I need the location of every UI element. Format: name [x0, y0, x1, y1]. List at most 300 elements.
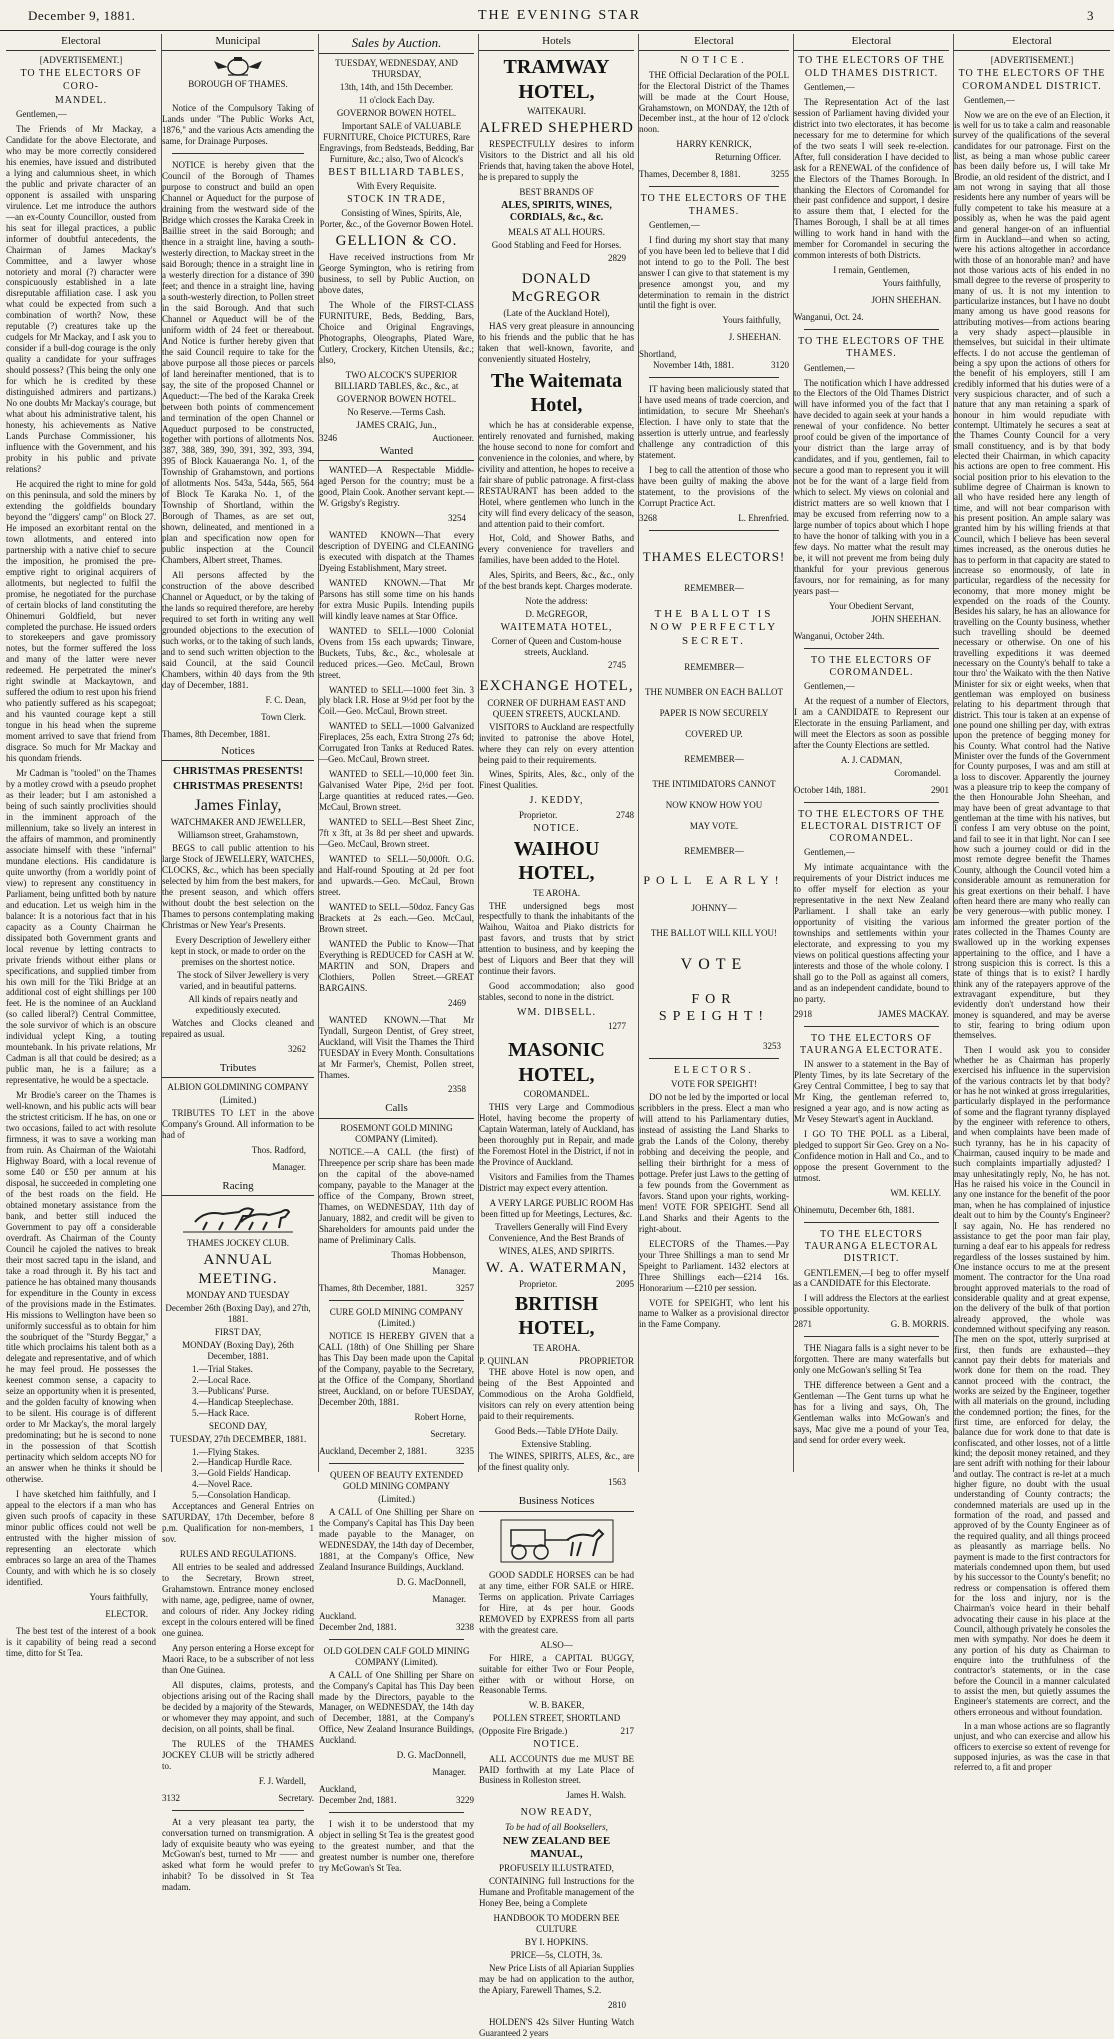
- signature-title: PROPRIETOR: [579, 1355, 634, 1366]
- business-paragraph: GOOD SADDLE HORSES can be had at any time, either FOR SALE or HIRE. Terms on application. Private Carriages for Hire, at 4s per hour. Goods REMOVED by EXPRESS from all parts with the greatest care.: [479, 1569, 634, 1635]
- section-heading: Electoral: [954, 34, 1110, 51]
- hotel-line: BEST BRANDS OF: [519, 187, 594, 198]
- wanted-ad: WANTED to SELL—1000 feet 3in. 3 ply black I.R. Hose at 9½d per foot by the Coil.—Geo. McCaul, Brown street.: [319, 684, 474, 717]
- company-name: OLD GOLDEN CALF GOLD MINING COMPANY (Limited).: [323, 1645, 470, 1667]
- company-limited: (Limited.): [219, 1095, 257, 1106]
- signature-row: [319, 1795, 474, 1806]
- electoral-paragraph: I beg to call the attention of those who have been guilty of making the above statement, to the provisions of the Corrupt Practice Act.: [639, 465, 789, 508]
- hotel-paragraph: Visitors and Families from the Thames District may expect every attention.: [479, 1171, 634, 1193]
- ad-paragraph: BEGS to call public attention to his large Stock of JEWELLERY, WATCHES, CLOCKS, &c., which has been specially selected by him from the best makers, for the present season, and which offers without doubt the best selection on the Thames to persons contemplating making Christmas or New Year's Presents.: [162, 843, 314, 931]
- letter-paragraph: Now we are on the eve of an Election, it is well for us to take a calm and reasonable survey of the qualifications of the several candidates for our patronage. First on the list, as being a man whose public career has been daily before us, I will take Mr Brodie, an old resident of the district, and I am not wrong in saying that all those residents here any number of years will be fully competent to take his measure at a possibly as, when he was the paid agent and general hanger-on of an influential firm in Auckland—and when so acting, were his actions altogether in accordance with those of an honorable man? and have not those various acts of his ended in no small degree to the reverse of prosperity to many of us. It is not my intention to particularize instances, but I have no doubt many among us have good reasons for attributing motives—from actions bearing a very shady aspect—plausible in themselves, but suicidal in their ultimate effects. I do not accuse the gentleman of being a spy upon the actions of others for the benefit of his employers, still I am credibly informed that his duties were of a very suspicious character, and of such a nature that any man retaining a spark of honour in him would repudiate with contempt. Ultimately he secures a seat at the Thames County Council for a very small constituency, and is by that body elected their Chairman, in which capacity his actions are open to free comment. His social position prior to his elevation to the sublime degree of Chairman is known to all who have resided here any length of time, and will not bear comparison with his present position. An ample salary was granted him by his willing friends at that Council, which I believe has been several times increased, as the onerous duties he has to perform in that capacity are stated to increase so enormously, of late in particular, regardless of the necessity for economy, that more money might be expended on the roads of the County. Besides his salary, he has an allowance for travelling on the County business, whether such travelling should be deemed necessary or otherwise. On one of his travelling expeditions it was deemed necessary on the County's behalf to take a tour thro' the Waikato with the then Native Minister for six or eight weeks, when that gentleman was employed on business relating to his department through that district. This tour is taken at an expense of one pound one shilling per day, with extras upon the pretence of begging money for his County. What control had the Native Minister over the funds of the Government for County purposes, I was and am still at a loss to discover. Apparently the journey was a pleasure trip to keep the company of the then Honourable John Sheehan, and may have been of great advantage to that gentleman at the time with his natives, but I confess I am very obtuse on the point, and fail to see it in that light. Nor can I see how such a journey could or did in the most remote degree benefit the Thames County, although the Council voted him a considerable amount as remuneration for his great exertions on their behalf. I have often heard there are many who really can be very generous—with public money. I am informed the greater portion of the rates collected in the Thames County are swallowed up in the working expenses appertaining to the office, and I have a strong suspicion this is correct. Is this a state of things that is to exist? I hardly think any of the ratepayers approve of the extravagant expenditure, but they evidently don't understand how their money is squandered, and may be averse to stir, fearing to bring odium upon themselves.: [954, 109, 1110, 1041]
- race-item: 3.—Publicans' Purse.: [192, 1385, 269, 1396]
- filler-paragraph: THE Niagara falls is a sight never to be forgotten. There are many waterfalls but only one McGowan's selling St Tea: [794, 1343, 949, 1376]
- letter-title: TO THE ELECTORS OF THE ELECTORAL DISTRICT OF COROMANDEL.: [798, 808, 945, 845]
- notice-date: December 2nd, 1881.: [319, 1795, 397, 1806]
- meeting-title: ANNUAL MEETING.: [198, 1252, 278, 1287]
- ad-number: 3229: [456, 1795, 474, 1806]
- electoral-paragraph: The Representation Act of the last session of Parliament having divided your district into two electorates, it has become necessary for me to determine for which of the two seats I will seek re-election. After, full consideration I have decided to ask for a RENEWAL of the confidence of the Electors of the Thames Borough. In thanking the Electors of Coromandel for their past confidence and support, I desire to assure them that, I elected for the Thames Borough, I shall be at all times willing to work hand in hand with the member for Coromandel in securing the common interests of both Districts.: [794, 96, 949, 261]
- sale-time: 11 o'clock Each Day.: [358, 94, 435, 105]
- business-address-note: (Opposite Fire Brigade.): [479, 1726, 568, 1737]
- book-price: PRICE—5s, CLOTH, 3s.: [510, 1950, 603, 1961]
- hotel-line: ALES, SPIRITS, WINES, CORDIALS, &c., &c.: [501, 200, 612, 224]
- call-notice: A CALL of One Shilling per Share on the Company's Capital has This Day been made payable to the Manager, on WEDNESDAY, the 14th day of December, 1881, at the Company's Office, New Zealand Insurance Buildings, Auckland.: [319, 1506, 474, 1572]
- auctioneer-firm: GELLION & CO.: [335, 232, 458, 249]
- salutation: Gentlemen,—: [804, 362, 855, 373]
- salutation: Gentlemen,—: [964, 94, 1015, 105]
- column-1: [6, 34, 156, 1658]
- signature-row: [639, 169, 789, 180]
- ad-paragraph: Watches and Clocks cleaned and repaired as usual.: [162, 1017, 314, 1039]
- hotel-location: CORNER OF DURHAM EAST AND QUEEN STREETS, AUCKLAND.: [487, 697, 626, 719]
- signature-row: [639, 360, 789, 371]
- signature-row: [794, 1009, 949, 1020]
- wanted-ad: WANTED—A Respectable Middle-aged Person for the country; must be a good, Plain Cook. Another servant kept.—W. Grigsby's Registry.: [319, 465, 474, 508]
- race-item: 4.—Novel Race.: [192, 1479, 253, 1490]
- ad-number: 3257: [456, 1283, 474, 1294]
- call-notice: NOTICE IS HEREBY GIVEN that a CALL (18th) of One Shilling per Share has This Day been made upon the Capital of the Company, payable to the Secretary, at the Office of the Company, Shortland street, Auckland, on or before TUESDAY, December 20th, 1881.: [319, 1331, 474, 1408]
- day-heading: FIRST DAY,: [214, 1326, 262, 1337]
- business-paragraph: HOLDEN'S 42s Silver Hunting Watch Guaranteed 2 years: [479, 2017, 634, 2038]
- proprietor-note: (Late of the Auckland Hotel),: [503, 308, 610, 319]
- hotel-location: TE AROHA.: [533, 887, 580, 898]
- ad-number: 3253: [763, 1040, 781, 1051]
- filler-paragraph: At a very pleasant tea party, the conversation turned on transmigration. A lady of exquisite beauty who was eyeing McGowan's best, turned to Mr —— and asked what form he would prefer to inhabit? To be dissolved in St Tea madam.: [162, 1816, 314, 1893]
- column-7: [953, 34, 1111, 1773]
- sale-paragraph: The Whole of the FIRST-CLASS FURNITURE, Beds, Bedding, Bars, Choice and Original Engravings, Photographs, Oleographs, Plated Ware, Cutlery, Crockery, Kitchen Utensils, &c.; also,: [319, 300, 474, 365]
- hotel-location: WAITEKAURI.: [527, 106, 586, 117]
- filler-paragraph: THE difference between a Gent and a Gentleman —The Gent turns up what he has for a living and says, Oh, The Gentleman walks into McGowan's and says, Mac give me a pound of your Tea, and send for order every week.: [794, 1380, 949, 1446]
- letter-paragraph: I have sketched him faithfully, and I appeal to the electors if a man who has given such proofs of capacity in these minor public offices could not well be entrusted with the higher mission of representing an electorate which embraces so large an area of the Thames County, and with which he is so closely identified.: [6, 1489, 156, 1587]
- notice-heading: NOTICE.: [680, 55, 748, 67]
- ad-number: 3262: [288, 1043, 306, 1054]
- race-paragraph: Any person entering a Horse except for Maori Race, to be a subscriber of not less than One Guinea.: [162, 1642, 314, 1675]
- notice-date: Thames, December 8, 1881.: [639, 169, 741, 180]
- sale-dates: TUESDAY, WEDNESDAY, AND THURSDAY,: [335, 57, 458, 79]
- notice-date: Thames, 8th December, 1881.: [162, 728, 271, 739]
- hotel-line: WINES, ALES, AND SPIRITS.: [498, 1245, 615, 1256]
- hotel-paragraph: Good accommodation; also good stables, second to none in the district.: [479, 981, 634, 1003]
- wanted-ad: WANTED to SELL—10,000 feet 3in. Galvanised Water Pipe, 2½d per foot. Large quantities at reduced rates.—Geo. McCaul, Brown street.: [319, 769, 474, 813]
- company-name: ALBION GOLDMINING COMPANY: [167, 1082, 309, 1093]
- section-heading: Calls: [319, 1101, 474, 1118]
- ad-number: 3238: [456, 1621, 474, 1632]
- electoral-paragraph: I find during my short stay that many of you have been led to believe that I did not intend to go to the Poll. The best answer I can give to that statement is my presence amongst you, and my determination to remain in the district until the fight is over.: [639, 234, 789, 311]
- letter-paragraph: Then I would ask you to consider whether he as Chairman has properly exercised his influence in the supervision of the various contracts let by that body? or has he not winked at gross irregularities, particularly displayed in the performance of some and the flagrant tyranny displayed by the engineer with reference to others, and when complaints have been made of such tyranny, has he in his capacity of Chairman, caused inquiry to be made and such complaints impartially adjusted? I may unhesitatingly reply, No, he has not. Has he raised his voice in the Council in any one instance for the benefit of the poor man, when he has complained of injustice dealt out to him by the County's Engineer? I say again, No. He has rendered no assistance to get the poor man fair play, turning a deaf ear to his appeals for redress regardless of the losses sustained by him. One instance occurs to me at the present moment. The contractor for the Una road brought approved materials to the road of considerable quality and at great expense, on the delivery of the bulk of that portion already approved, the whole was condemned without specifying any reason. The men on the spot, utterly surprised at first, then funds are exhausted—they cannot pay their debts for materials and work done for them on the road. They cannot proceed with the contract, the works are seized by the Engineer, together with all materials on the ground, including the condemned portion; the fines, for the first time, are enforced for delay, the balance due for work done to that date is confiscated, and other losses, not of a little kind; the deposit money retained, and they are sent adrift with nothing for their labour and outlay. The contract is re-let at a much higher figure, no doubt with the usual understanding of County contracts; the condemned materials are used up in the formation of the road, and passed and approved of by the County Engineer as of the required quality, and all things proceed as pleasantly as marriage bells. No payment is made to the first contractors for materials condemned upon them, but used by his successor to the County's benefit; no redress or compensation is offered them for the loss and injury, nor is the Chairman's voice heard in their behalf advocating their cause in his place at the Council, although privately he consoles the men with sympathy. Nor does he deem it any portion of his duty as Chairman to enquire into the truthfulness of the contractor's statements, or in the case before the Council in a manner calculated to assist the men, but quietly assumes the Engineer's statements are correct, and the others erroneous and without foundation.: [954, 1044, 1110, 1717]
- letter-title: TO THE ELECTORS OF THE COROMANDEL DISTRICT.: [958, 68, 1106, 92]
- section-heading: Electoral: [6, 34, 156, 51]
- electoral-paragraph: THE Official Declaration of the POLL for the Electoral District of the Thames will be made at the Court House, Grahamstown, on MONDAY, the 12th of December inst., at the hour of 12 o'clock noon.: [639, 69, 789, 135]
- hotel-line: Note the address:: [525, 596, 588, 607]
- poster-headline: THAMES ELECTORS!: [642, 548, 786, 564]
- section-heading: Notices: [162, 744, 314, 761]
- advertiser-address: Williamson street, Grahamstown,: [177, 830, 299, 841]
- letter-title: TO THE ELECTORS OF TAURANGA ELECTORATE.: [800, 1032, 943, 1057]
- address-row: [479, 1726, 634, 1737]
- section-heading: Wanted: [319, 444, 474, 461]
- sale-item-sub: With Every Requisite.: [356, 180, 437, 191]
- hotel-paragraph: VISITORS to Auckland are respectfully invited to patronise the above Hotel, where they can rely on every attention being paid to their requirements.: [479, 721, 634, 765]
- electoral-paragraph: My intimate acquaintance with the requirements of your District induces me to offer myself for election as your representative in the next New Zealand Parliament. I shall take an early opportunity of visiting the various townships and settlements within your electorate, and expressing to you my views on political questions affecting your interests and those of the whole colony. I shall go to the Poll as against all comers, and as an independent candidate, bound to no party.: [794, 862, 949, 1005]
- ad-number: 2095: [616, 1279, 634, 1290]
- signature-title: Secretary.: [430, 1429, 466, 1440]
- day-heading: SECOND DAY,: [208, 1420, 268, 1431]
- column-6: [793, 34, 949, 1472]
- book-notice-heading: NOW READY,: [520, 1807, 593, 1819]
- proprietor-name: DONALD McGREGOR: [511, 270, 602, 305]
- signature: James H. Walsh.: [566, 1790, 626, 1801]
- letter-title: TO THE ELECTORS OF THE THAMES.: [798, 336, 945, 360]
- notice-heading: NOTICE.: [533, 1739, 580, 1751]
- poster-line: THE INTIMIDATORS CANNOT: [652, 778, 776, 789]
- ad-number: 2748: [616, 809, 634, 820]
- signature-row: [319, 1446, 474, 1457]
- hotel-paragraph: THE undersigned begs most respectfully to thank the inhabitants of the Waihou, Waitoa and Piako districts for past favors, and trusts that by strict attention to business, and by keeping the best of Liquors and Beer that they will continue their favors.: [479, 900, 634, 977]
- signature: Thomas Hobbenson,: [391, 1249, 466, 1260]
- business-paragraph: For HIRE, a CAPITAL BUGGY, suitable for either Two or Four People, either with or without Horse, on Reasonable Terms.: [479, 1652, 634, 1696]
- race-item: 3.—Gold Fields' Handicap.: [192, 1468, 291, 1479]
- salutation: Gentlemen,—: [804, 847, 855, 858]
- hotel-paragraph: Ales, Spirits, and Beers, &c., &c., only of the best brands kept. Charges moderate.: [479, 570, 634, 592]
- proprietor-name: P. QUINLAN: [479, 1355, 529, 1366]
- company-name: CURE GOLD MINING COMPANY (Limited.): [329, 1307, 464, 1329]
- section-heading: Hotels: [479, 34, 634, 51]
- signature: L. Ehrenfried.: [738, 512, 789, 523]
- closing: Yours faithfully,: [722, 315, 781, 326]
- signature-title: Proprietor.: [519, 1279, 558, 1290]
- rules-heading: RULES AND REGULATIONS.: [179, 1549, 297, 1560]
- hotel-name: The Waitemata Hotel,: [490, 370, 623, 417]
- proprietor-name: W. A. WATERMAN,: [485, 1259, 628, 1276]
- notice-date: Auckland, December 2, 1881.: [319, 1446, 427, 1457]
- hotel-location: COROMANDEL.: [523, 1089, 590, 1100]
- signature-row: [794, 1319, 949, 1330]
- poster-line: MAY VOTE.: [689, 820, 739, 831]
- day-date: MONDAY (Boxing Day), 26th December, 1881.: [182, 1339, 294, 1361]
- poster-line: REMEMBER—: [684, 753, 744, 764]
- book-paragraph: CONTAINING full Instructions for the Humane and Profitable management of the Honey Bee, being a Complete: [479, 1876, 634, 1909]
- section-heading: Racing: [162, 1179, 314, 1196]
- ad-number: 2829: [608, 252, 626, 263]
- notice-date: Ohinemutu, December 6th, 1881.: [794, 1204, 915, 1215]
- poster-line: VOTE: [680, 956, 748, 974]
- section-heading: Electoral: [794, 34, 949, 51]
- company-name: ROSEMONT GOLD MINING COMPANY (Limited).: [340, 1122, 453, 1144]
- business-address: POLLEN STREET, SHORTLAND: [492, 1713, 621, 1724]
- horse-and-carriage-icon: [497, 1516, 617, 1566]
- closing: Your Obedient Servant,: [829, 600, 914, 611]
- hotel-line: Extensive Stabling.: [521, 1438, 592, 1449]
- letter-title: TO THE ELECTORS OF CORO-: [20, 68, 142, 92]
- advertiser-trade: WATCHMAKER AND JEWELLER,: [170, 817, 306, 828]
- wanted-ad: WANTED to SELL—50doz. Fancy Gas Brackets at 2s each.—Geo. McCaul, Brown street.: [319, 901, 474, 934]
- race-item: 4.—Handicap Steeplechase.: [192, 1396, 294, 1407]
- letter-paragraph: He acquired the right to mine for gold on this peninsula, and sold the miners by extending the goldfields boundary beyond the "diggers' camp" on Block 27. He imposed an exorbitant rental on the town allotments, and entered into partnership with a native chief to secure the imposition, he promised the pre-emptive right to original acquirers of allotments, but neglected to fulfil the promise, he negotiated for the purchase of certain blocks of land constituting the Ohinemuri Goldfield, but never completed the purchase. He issued orders to storekeepers and gave promissory notes, but the former suffered the loss and many of the latter were never redeemed. He perpetrated the miner's right swindle at Mackaytown, and suffered the odium to rest upon his friend who patiently suffered as his scapegoat; and his vaunted courage kept a still tongue in his head when the supreme moment arrived to save that friend from disgrace. So much for Mr Mackay and his quondam friends.: [6, 478, 156, 764]
- signature: Robert Horne,: [414, 1412, 466, 1423]
- hotel-name: TRAMWAY HOTEL,: [503, 56, 610, 103]
- notice-date: November 14th, 1881.: [653, 360, 734, 371]
- ad-number: 2901: [931, 784, 949, 795]
- race-paragraph: All disputes, claims, protests, and objections arising out of the Racing shall be decided by a majority of the Stewards, or whomever they may appoint, and such decision, on all points, shall be final.: [162, 1679, 314, 1734]
- notice-date: October 14th, 1881.: [794, 784, 866, 795]
- column-5: [638, 34, 789, 1472]
- column-4: [478, 34, 634, 2038]
- poster-line: REMEMBER—: [684, 661, 744, 672]
- section-heading: Electoral: [639, 34, 789, 51]
- ad-paragraph: All kinds of repairs neatly and expeditiously executed.: [188, 993, 298, 1015]
- sale-paragraph: Important SALE of VALUABLE FURNITURE, Choice PICTURES, Rare Engravings, from Bedsteads, Bedding, Bar Furniture, &c.; also, Two of Alcock's: [319, 120, 474, 164]
- letter-title: TO THE ELECTORS OF THE OLD THAMES DISTRICT.: [798, 55, 945, 79]
- ad-number: 3268: [639, 512, 657, 523]
- section-heading: Sales by Auction.: [319, 34, 474, 54]
- wanted-ad: WANTED to SELL—1000 Colonial Ovens from 15s each upwards; Tinware, Buckets, Tubs, &c., &c., wholesale at reduced prices.—Geo. McCaul, Brown street.: [319, 625, 474, 680]
- signature-row: [479, 1279, 634, 1290]
- wanted-ad: WANTED KNOWN.—That Mr Parsons has still some time on his hands for extra Music Pupils. Intending pupils will kindly leave names at Star Office.: [319, 577, 474, 621]
- sale-item-heading: BEST BILLIARD TABLES,: [328, 166, 465, 178]
- call-notice: A CALL of One Shilling per Share on the Company's Capital has This Day been made by the Directors, payable to the Manager, on WEDNESDAY, the 14th day of December, 1881, at the Company's Office, New Zealand Insurance Buildings, Auckland.: [319, 1669, 474, 1746]
- letter-title: TO THE ELECTORS TAURANGA ELECTORAL DISTRICT.: [804, 1228, 939, 1265]
- notice-date: December 2nd, 1881.: [319, 1621, 397, 1632]
- masthead: [0, 0, 1114, 31]
- race-item: 5.—Hack Race.: [192, 1407, 250, 1418]
- ad-number: 2745: [608, 660, 626, 671]
- poster-line: REMEMBER—: [684, 582, 744, 593]
- ad-number: 3132: [162, 1792, 180, 1803]
- poster-line: POLL EARLY!: [643, 872, 785, 887]
- business-paragraph: ALL ACCOUNTS due me MUST BE PAID forthwith at my Late Place of Business in Rolleston street.: [479, 1753, 634, 1786]
- ad-headline: CHRISTMAS PRESENTS!: [173, 780, 303, 793]
- notice-date: Wanganui, October 24th.: [794, 630, 885, 641]
- signature-row: [639, 513, 789, 524]
- signature-title: Manager.: [432, 1767, 466, 1778]
- poster-line: NOW KNOW HOW YOU: [665, 799, 763, 810]
- call-notice: NOTICE.—A CALL (the first) of Threepence per scrip share has been made on the capital of the above-named company, payable to the Manager at the office of the Company, Brown street, Thames, on WEDNESDAY, 11th day of January, 1882, and credit will be given to Shareholders for amounts paid under the name of Preliminary Calls.: [319, 1146, 474, 1245]
- race-paragraph: All entries to be sealed and addressed to the Secretary, Brown street, Grahamstown. Entrance money enclosed with name, age, pedigree, name of owner, and colours of rider. Any Jockey riding except in the colours entered will be fined one guinea.: [162, 1562, 314, 1639]
- hotel-location: TE AROHA.: [533, 1342, 580, 1353]
- sale-paragraph: Have received instructions from Mr George Symington, who is retiring from business, to sell by Public Auction, on above dates,: [319, 252, 474, 296]
- ad-paragraph: Every Description of Jewellery either kept in stock, or made to order on the premises on the shortest notice.: [170, 935, 311, 968]
- company-name: QUEEN OF BEAUTY EXTENDED GOLD MINING COMPANY: [330, 1470, 463, 1491]
- wanted-ad: WANTED KNOWN.—That Mr Tyndall, Surgeon Dentist, of Grey street, Auckland, will Visit the Thames the Third TUESDAY in Every Month. Consultations at Mr Farmer's, Chemist, Pollen street, Thames.: [319, 1014, 474, 1080]
- hotel-name: MASONIC HOTEL,: [508, 1039, 605, 1086]
- advertiser-name: James Finlay,: [194, 796, 282, 814]
- sale-venue: GOVERNOR BOWEN HOTEL.: [336, 107, 457, 118]
- page-number: 3: [1087, 8, 1094, 23]
- hotel-line: Good Stabling and Feed for Horses.: [491, 239, 622, 250]
- newspaper-title: THE EVENING STAR: [478, 8, 642, 23]
- electoral-paragraph: DO not be led by the imported or local scribblers in the press. Elect a man who will attend to his Parliamentary duties, instead of assisting the Land Sharks to grab the Lands of the Colony, thereby robbing and deceiving the people, and selling their birthright for a mess of pottage. Prefer just Laws to the getting of a few pounds from the Government as favors. Stand upon your rights, working-men! VOTE FOR SPEIGHT. Send all Land Sharks and their Agents to the right-about.: [639, 1092, 789, 1234]
- hotel-paragraph: THE above Hotel is now open, and being of the Best Appointed and Commodious on the Aroha Goldfield, visitors can rely on every attention being paid to their requirements.: [479, 1366, 634, 1421]
- notice-paragraph: Notice of the Compulsory Taking of Lands under "The Public Works Act, 1876," and the various Acts amending the same, for Drainage Purposes.: [162, 103, 314, 147]
- electoral-paragraph: I GO TO THE POLL as a Liberal, pledged to support Sir Geo. Grey on a No-Confidence motion in Hall and Co., and to oppose the present Government to the utmost.: [794, 1129, 949, 1184]
- coat-of-arms-icon: [208, 55, 268, 77]
- hotel-line: Good Beds.—Table D'Hote Daily.: [494, 1425, 619, 1436]
- hotel-paragraph: which he has at considerable expense, entirely renovated and furnished, making the house second to none for comfort and convenience in the colonies, and where, by civility and attention, he hopes to receive a fair share of public patronage. A first-class RESTAURANT has been added to the Hotel, where gentlemen who lunch in the city will find every delicacy of the season, and attention paid to their comfort.: [479, 419, 634, 529]
- racehorse-icon: [183, 1200, 293, 1234]
- letter-paragraph: Mr Cadman is "tooled" on the Thames by a motley crowd with a pseudo prophet as their leader; but I am astonished a being of such saintly proclivities should in the imminent approach of the millennium, take so lively an interest in the affairs of mammon, and prominently associate himself with these "infernal" mundane elections. His candidature is quite unworthy (from a worldly point of view) to represent any constituency in Parliament, being unfitted both by nature and education. Let us weigh him in the balance: It is a notorious fact that in his capacity as a County Chairman he dissipated both Government grants and local revenue by letting contracts to private friends without either plans or specifications, and supplied timber from his own mill for the Tiki Bridge at an additional cost of eight shillings per 100 feet. He is the nominee of an Auckland (so called liberal?) Central Committee, the sole survivor of which is an obscure individual yclept King, a touting mountebank. In his private relations, Mr Cadman is all that could be desired; as a public man, he is a failure; as a representative, he would be a spectacle.: [6, 768, 156, 1086]
- proprietor-row: [479, 1356, 634, 1367]
- signature: WM. KELLY.: [890, 1188, 941, 1198]
- salutation: Gentlemen,—: [16, 108, 67, 119]
- ad-number: 3254: [448, 512, 466, 523]
- ad-number: 1563: [608, 1477, 626, 1488]
- meeting-dates: December 26th (Boxing Day), and 27th, 1881.: [165, 1302, 311, 1324]
- section-heading: Tributes: [162, 1061, 314, 1078]
- race-list: [162, 1447, 314, 1502]
- signature-title: Auctioneer.: [432, 432, 474, 443]
- proprietor-name: WM. DIBSELL.: [517, 1007, 596, 1019]
- signature-title: Secretary.: [278, 1792, 314, 1803]
- salutation: Gentlemen,—: [804, 81, 855, 92]
- ad-number: 1277: [608, 1021, 626, 1032]
- column-3: [318, 34, 474, 1874]
- electoral-paragraph: VOTE for SPEIGHT, who lent his name to Walker as a provisional director in the Fame Company.: [639, 1297, 789, 1330]
- signature: F. J. Wardell,: [258, 1775, 306, 1786]
- business-line: ALSO—: [540, 1639, 573, 1650]
- poster-line: PAPER IS NOW SECURELY: [659, 707, 769, 718]
- ad-number: 2871: [794, 1319, 812, 1330]
- signature: JOHN SHEEHAN.: [871, 613, 941, 624]
- day-date: TUESDAY, 27th DECEMBER, 1881.: [169, 1433, 307, 1444]
- hotel-paragraph: Travellers Generally will Find Every Convenience, And the Best Brands of: [488, 1221, 628, 1243]
- ad-number: 3235: [456, 1446, 474, 1457]
- closing: I remain, Gentlemen,: [833, 265, 910, 276]
- club-name: THAMES JOCKEY CLUB.: [187, 1238, 289, 1249]
- sale-paragraph: TWO ALCOCK'S SUPERIOR BILLIARD TABLES, &c., &c., at: [334, 369, 459, 391]
- signature: HARRY KENRICK,: [676, 139, 752, 150]
- section-heading: Municipal: [162, 34, 314, 51]
- wanted-ad: WANTED to SELL—1000 Galvanized Fireplaces, 25s each, Extra Strong 27s 6d; Corrugated Iron Tanks at Reduced Rates.—Geo. McCaul, Brown street.: [319, 721, 474, 765]
- race-paragraph: Acceptances and General Entries on SATURDAY, 17th December, before 8 p.m. Qualification for non-members, 1 sov.: [162, 1501, 314, 1545]
- hotel-name: WAIHOU HOTEL,: [513, 837, 600, 885]
- sale-terms: No Reserve.—Terms Cash.: [347, 406, 446, 417]
- hotel-name: WAITEMATA HOTEL,: [500, 622, 613, 634]
- ad-number: 2918: [794, 1009, 812, 1019]
- ad-number: 3120: [771, 360, 789, 371]
- wanted-ad: WANTED to SELL—50,000ft. O.G. and Half-round Spouting at 2d per foot and upwards.—Geo. McCaul, Brown street.: [319, 854, 474, 897]
- filler-paragraph: The best test of the interest of a book is it capability of being read a second time, ditto for St Tea.: [6, 1625, 156, 1658]
- ad-paragraph: The stock of Silver Jewellery is very varied, and in beautiful patterns.: [177, 969, 309, 991]
- signature: J. SHEEHAN.: [728, 332, 781, 343]
- race-item: 1.—Trial Stakes.: [192, 1363, 253, 1374]
- signature-title: Manager.: [432, 1593, 466, 1604]
- letter-paragraph: The Friends of Mr Mackay, a Candidate for the above Electorate, and who may be more correctly considered his enemies, have issued and distributed a lying and calumnious sheet, in which the public and private character of an opponent is assailed with unsparing virulence. Let me introduce the authors—an ex-County Councillor, ousted from his seat for illegal practices, a public informer of doubtful antecedents, the Chairman of James Mackay's Committee, and a lawyer whose notoriety and moral (?) character were conspicuously established in a late disreputable affiliation case. I ask you what could be expected from such a combination of worth? Now, these reputable (?) creatures take up the cudgels for Mr Mackay, and I ask you to consider if a bull-dog courage is the only quality a candidate for your suffrages should possess? (This being the only one for which he is credited by these distinguished admirers and partizans.) No one doubts Mr Mackay's courage, but what about his administrative talent, his honesty, his achievements as Native Lands Purchase Commissioner, his influence with the Government, and his probity in his public and private relations?: [6, 123, 156, 474]
- ad-headline: CHRISTMAS PRESENTS!: [173, 765, 303, 778]
- wanted-ad: WANTED to SELL—Best Sheet Zinc, 7ft x 3ft, at 3s 8d per sheet and upwards.—Geo. McCaul, Brown street.: [319, 817, 474, 850]
- advertisement-tag: [ADVERTISEMENT.]: [39, 55, 123, 66]
- signature: A. J. CADMAN,: [840, 754, 903, 765]
- book-title: NEW ZEALAND BEE MANUAL,: [502, 1834, 611, 1860]
- hotel-paragraph: HAS very great pleasure in announcing to his friends and the public that he has taken that well-known, favorite, and conveniently situated Hostelry,: [479, 321, 634, 365]
- signature: D. G. MacDonnell,: [396, 1576, 466, 1587]
- signature-title: Town Clerk.: [261, 711, 306, 722]
- electoral-paragraph: The notification which I have addressed to the Electors of the Old Thames District will have informed you of the fact that I have decided to again seek at your hands a renewal of your confidence. No better proof could be given of the importance of your district than the large array of candidates, and if you, gentlemen, fail to secure a good man to represent you it will not be for the want of a large field from which to select. My views on colonial and district matters are so well known that I may be excused from referring now to a large number of topics about which I hope to have the honor of talking with you in a few days. No matter what the result may be, it will not prevent me from being duly thankful for your previous generous favours, nor for remaining, as for many years past—: [794, 377, 949, 596]
- poster-line: THE BALLOT WILL KILL YOU!: [650, 928, 778, 939]
- hotel-paragraph: Wines, Spirits, Ales, &c., only of the Finest Qualities.: [479, 769, 634, 791]
- signature: D. G. MacDonnell,: [396, 1750, 466, 1761]
- letter-title: TO THE ELECTORS OF THE THAMES.: [640, 193, 788, 217]
- hotel-location: Corner of Queen and Custom-house streets, Auckland.: [491, 636, 622, 658]
- notice-heading: ELECTORS.: [674, 1064, 754, 1076]
- proprietor-name: J. KEDDY,: [529, 795, 584, 807]
- issue-date: December 9, 1881.: [28, 8, 136, 23]
- sale-venue: GOVERNOR BOWEN HOTEL.: [336, 393, 457, 404]
- book-subtitle: PROFUSELY ILLUSTRATED,: [499, 1863, 614, 1874]
- ad-number: 3246: [319, 432, 337, 443]
- race-item: 2.—Local Race.: [192, 1374, 251, 1385]
- letter-title-line-2: MANDEL.: [54, 94, 108, 106]
- electoral-paragraph: GENTLEMEN,—I beg to offer myself as a CANDIDATE for this Electorate.: [794, 1267, 949, 1289]
- notice-date: Wanganui, Oct. 24.: [794, 312, 864, 323]
- book-handbook: HANDBOOK TO MODERN BEE CULTURE: [493, 1913, 620, 1935]
- hotel-paragraph: RESPECTFULLY desires to inform Visitors to the District and all his old Friends that, having taken the above Hotel, he is prepared to supply the: [479, 139, 634, 183]
- signature-row: [319, 1622, 474, 1633]
- wanted-ad: WANTED the Public to Know—That Everything is REDUCED for CASH at W. MARTIN and SON, Drapers and Clothiers, Pollen Street.—GREAT BARGAINS.: [319, 938, 474, 993]
- poster-line: THE BALLOT IS NOW PERFECTLY SECRET.: [649, 607, 779, 647]
- hotel-line: MEALS AT ALL HOURS.: [507, 226, 605, 237]
- signature: Thos. Radford,: [251, 1145, 306, 1156]
- sale-dates-detail: 13th, 14th, and 15th December.: [339, 81, 454, 92]
- closing: Yours faithfully,: [882, 278, 941, 289]
- filler-paragraph: I wish it to be understood that my object in selling St Tea is the greatest good to the greatest number, and that the greatest number is number one, therefore try McGowan's St Tea.: [319, 1819, 474, 1874]
- poster-line: JOHNNY—: [691, 903, 737, 914]
- hotel-name: EXCHANGE HOTEL,: [479, 678, 634, 695]
- poster-line: THE NUMBER ON EACH BALLOT: [645, 686, 783, 697]
- signature-title: Proprietor.: [519, 809, 558, 820]
- meeting-days: MONDAY AND TUESDAY: [186, 1289, 290, 1300]
- signature-row: [479, 810, 634, 821]
- proprietor-name: ALFRED SHEPHERD: [479, 120, 634, 137]
- ad-number: 3255: [771, 169, 789, 180]
- letter-paragraph: Mr Brodie's career on the Thames is well-known, and his public acts will bear the strictest criticism. If he has, on one or two occasions, failed to act with resolute firmness, it was to save a working man from ruin. As Chairman of the Waiotahi Highway Board, with a local revenue of some £40 or £50 per annum at his disposal, he succeeded in completing one of the best roads on the field. He obtained monetary assistance from the bank, and better still induced the Government to pay off a considerable overdraft. As Chairman of the County Council he cajoled the natives to break their most sacred tapu in the island, and take a road through it. By his tact and patience he has obtained many thousands for expenditure in the County in excess of the provisions made in the Estimates. His missions to Wellington have been so uniformly successful as to obtain for him the soubriquet of the "Sturdy Beggar," a title which proclaims his talent both as a delegate and representative, and of which he may feel proud. He possesses the keenest common sense, a capacity to seize an opportunity when it is presented, and the golden faculty of knowing when to be silent. His courage is of different order to Mr Mackay's, the moral largely predominating; but he is second to none in the possession of that Scottish pertinacity which seldom accepts NO for an answer when he thinks it should be otherwise.: [6, 1090, 156, 1485]
- signature-title: Manager.: [272, 1161, 306, 1172]
- poster-line: REMEMBER—: [684, 845, 744, 856]
- notice-place: Shortland,: [639, 349, 677, 360]
- electoral-paragraph: IT having been maliciously stated that I have used means of trade coercion, and intimidation, to secure Mr Sheehan's Election. I have only to state that the assertion is utterly untrue, and fearlessly challenge any contradiction of this statement.: [639, 384, 789, 461]
- ad-number: 217: [620, 1726, 634, 1737]
- notice-place: Auckland,: [319, 1784, 357, 1795]
- column-2: [161, 34, 314, 1893]
- notice-paragraph: All persons affected by the construction of the above described Channel or Aqueduct, or by the taking of the lands so required therefore, are hereby required to set forth in writing any well grounded objections to the execution of such works, or to the taking of such lands, and to send such written objection to the said Council, at the said Council Chambers, within 40 days from the 9th day of December, 1881.: [162, 570, 314, 690]
- race-paragraph: The RULES of the THAMES JOCKEY CLUB will be strictly adhered to.: [162, 1738, 314, 1771]
- electoral-paragraph: ELECTORS of the Thames.—Pay your Three Shillings a man to send Mr Speight to Parliament. 1432 electors at Three Shillings each—£214 16s. Honorarium —£210 per session.: [639, 1238, 789, 1293]
- sale-item-heading: STOCK IN TRADE,: [347, 193, 446, 205]
- signature: G. B. MORRIS.: [890, 1319, 949, 1330]
- race-item: 1.—Flying Stakes.: [192, 1446, 260, 1457]
- signature-row: [319, 1283, 474, 1294]
- signature: F. C. Dean,: [265, 694, 306, 705]
- signature: ELECTOR.: [105, 1608, 148, 1619]
- book-paragraph: New Price Lists of all Apiarian Supplies may be had on application to the author, the Apiary, Farewell Thames, S.2.: [479, 1963, 634, 1996]
- signature-place: Coromandel.: [894, 767, 941, 778]
- signature: JAMES MACKAY.: [877, 1009, 949, 1019]
- salutation: Gentlemen,—: [649, 219, 700, 230]
- advertisement-tag: [ADVERTISEMENT.]: [990, 55, 1074, 66]
- proprietor-name: D. McGREGOR,: [525, 609, 588, 620]
- notice-subheading: VOTE FOR SPEIGHT!: [670, 1079, 757, 1090]
- hotel-paragraph: Hot, Cold, and Shower Baths, and every convenience for travellers and families, have been added to the Hotel.: [479, 533, 634, 566]
- hotel-paragraph: A VERY LARGE PUBLIC ROOM Has been fitted up for Meetings, Lectures, &c.: [480, 1197, 634, 1219]
- signature-row: [162, 1793, 314, 1804]
- race-list: [162, 1364, 314, 1419]
- race-item: 2.—Handicap Hurdle Race.: [192, 1457, 292, 1468]
- borough-heading: BOROUGH OF THAMES.: [188, 79, 288, 90]
- hotel-paragraph: THIS very Large and Commodious Hotel, having become the property of Captain Waterman, lately of Auckland, has been thoroughly put in Repair, and made the Foremost Hotel in the District, if not in the Province of Auckland.: [479, 1102, 634, 1167]
- notice-date: Thames, 8th December, 1881.: [319, 1283, 428, 1294]
- hotel-paragraph: The WINES, SPIRITS, ALES, &c., are of the finest quality only.: [479, 1451, 634, 1473]
- signature-row: [794, 785, 949, 796]
- sale-paragraph: Consisting of Wines, Spirits, Ale, Porter, &c., of the Governor Bowen Hotel.: [319, 207, 474, 229]
- notice-heading: NOTICE.: [533, 822, 580, 834]
